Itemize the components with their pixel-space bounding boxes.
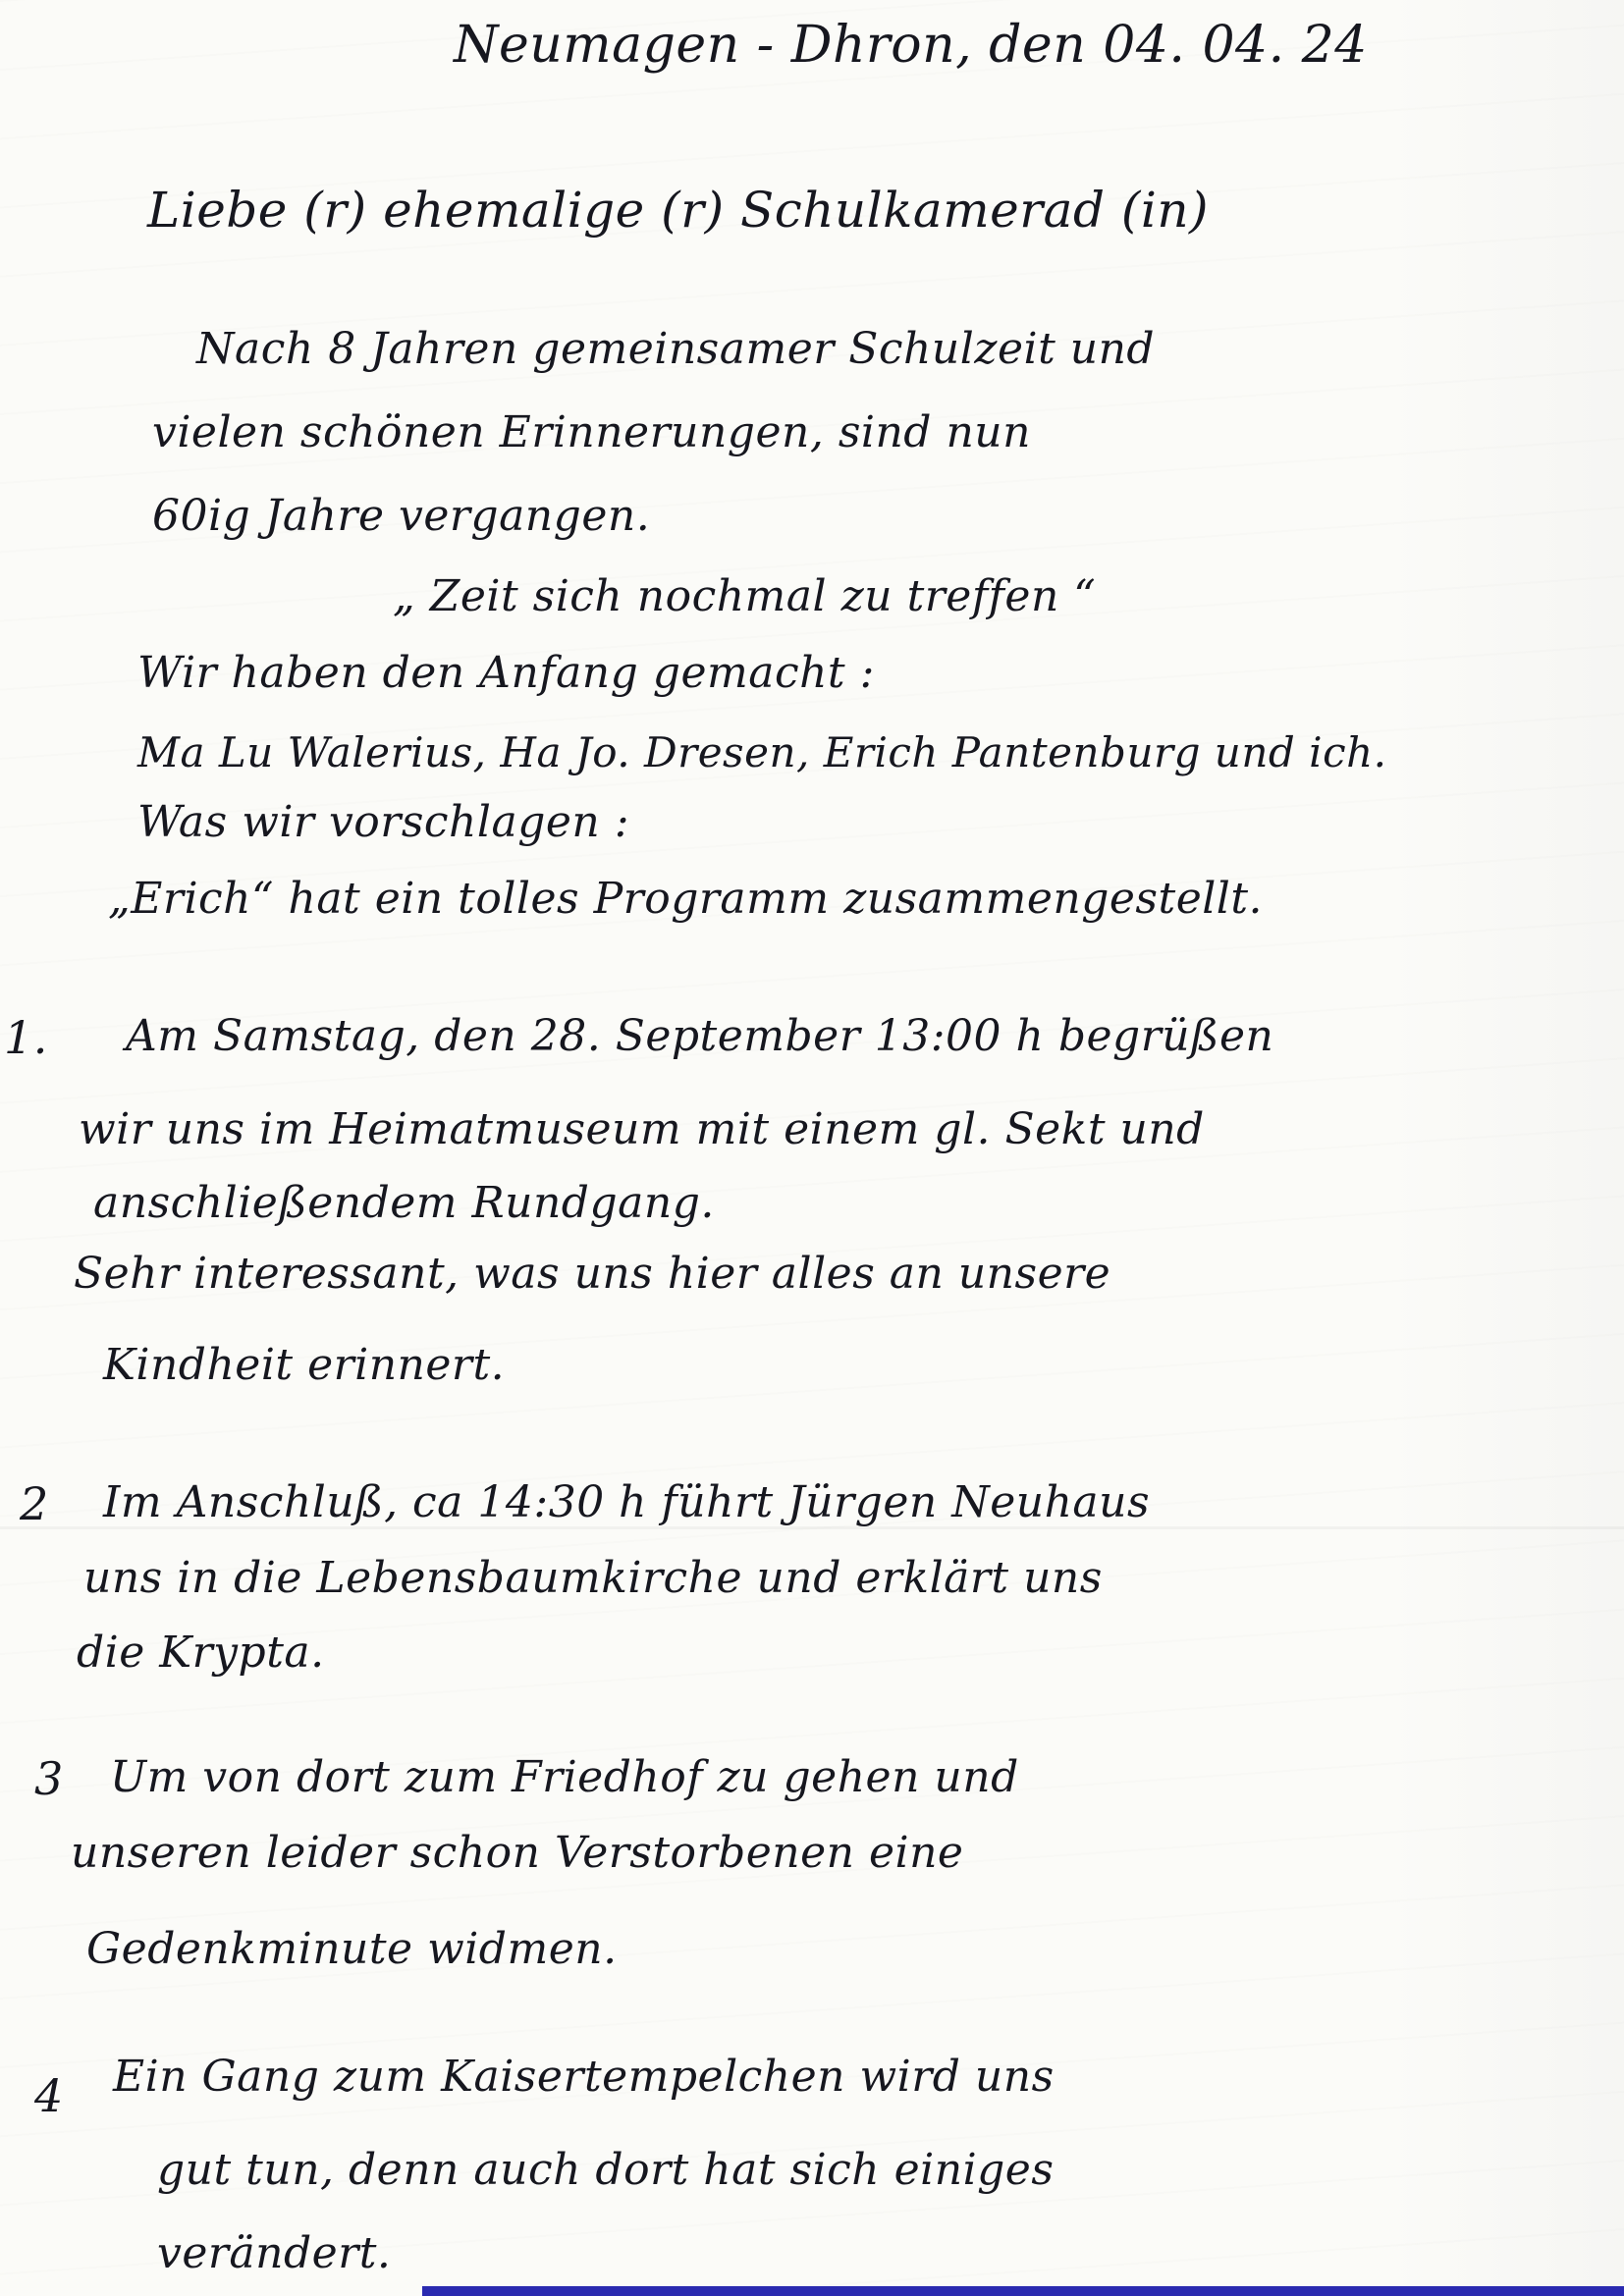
organizers-line: Ma Lu Walerius, Ha Jo. Dresen, Erich Pantenburg und ich. xyxy=(137,728,1387,776)
organizers-line: Wir haben den Anfang gemacht : xyxy=(137,648,875,698)
item-line: Gedenkminute widmen. xyxy=(86,1924,618,1974)
organizers-line: „Erich“ hat ein tolles Programm zusammengestellt. xyxy=(108,874,1264,924)
item-line: Im Anschluß, ca 14:30 h führt Jürgen Neuhaus xyxy=(103,1477,1151,1527)
salutation: Liebe (r) ehemalige (r) Schulkamerad (in) xyxy=(147,182,1210,239)
item-line: wir uns im Heimatmuseum mit einem gl. Sekt und xyxy=(79,1104,1205,1154)
item-number: 3 xyxy=(34,1752,64,1805)
item-line: verändert. xyxy=(157,2228,392,2278)
paper-shadow xyxy=(1388,0,1624,2296)
item-line: Ein Gang zum Kaisertempelchen wird uns xyxy=(113,2052,1055,2102)
item-number: 1. xyxy=(4,1011,48,1064)
item-number: 2 xyxy=(20,1477,49,1530)
item-line: Um von dort zum Friedhof zu gehen und xyxy=(110,1752,1019,1802)
item-line: Kindheit erinnert. xyxy=(103,1340,506,1390)
place-date: Neumagen - Dhron, den 04. 04. 24 xyxy=(454,16,1368,75)
item-line: die Krypta. xyxy=(77,1628,325,1678)
item-line: unseren leider schon Verstorbenen eine xyxy=(71,1828,964,1878)
item-line: Am Samstag, den 28. September 13:00 h begrüßen xyxy=(126,1011,1274,1061)
item-line: Sehr interessant, was uns hier alles an unsere xyxy=(74,1249,1111,1299)
item-line: uns in die Lebensbaumkirche und erklärt uns xyxy=(83,1553,1103,1603)
intro-line: 60ig Jahre vergangen. xyxy=(152,491,651,541)
item-number: 4 xyxy=(34,2069,64,2122)
intro-line: Nach 8 Jahren gemeinsamer Schulzeit und xyxy=(196,324,1156,374)
quote: „ Zeit sich nochmal zu treffen “ xyxy=(393,571,1097,621)
intro-line: vielen schönen Erinnerungen, sind nun xyxy=(152,407,1031,457)
item-line: anschließendem Rundgang. xyxy=(93,1178,715,1228)
item-line: gut tun, denn auch dort hat sich einiges xyxy=(157,2145,1055,2195)
scan-edge-bar xyxy=(422,2286,1624,2296)
organizers-line: Was wir vorschlagen : xyxy=(137,797,630,847)
